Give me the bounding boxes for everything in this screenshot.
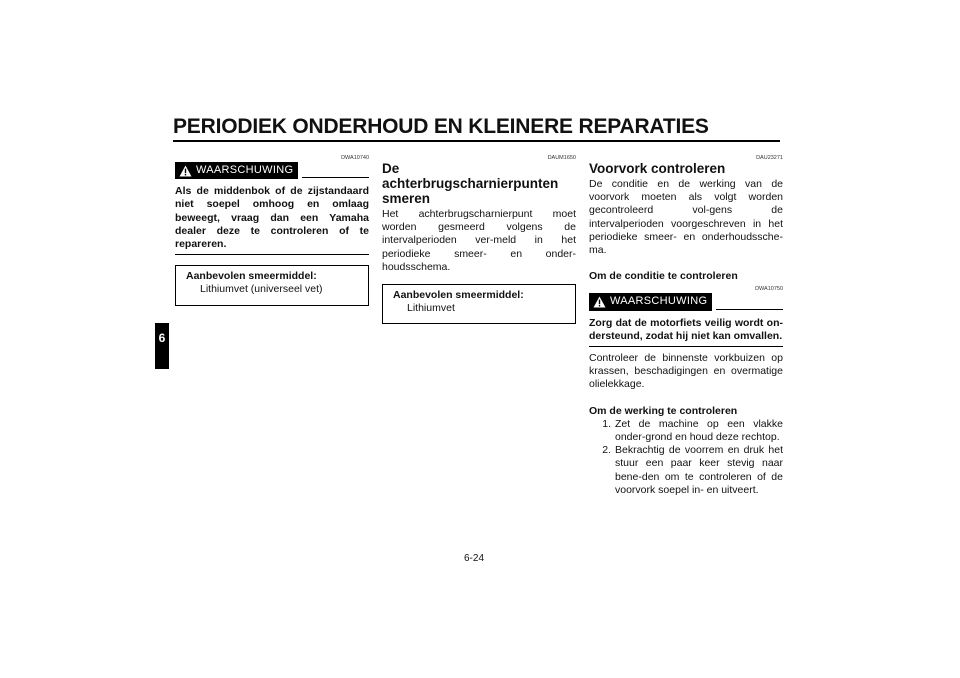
section-heading: Voorvork controleren	[589, 161, 726, 176]
subheading-condition: Om de conditie te controleren	[589, 270, 738, 283]
list-item	[589, 418, 783, 444]
steps-list	[589, 418, 783, 497]
warning-label: WAARSCHUWING	[196, 164, 294, 176]
step-number: 1.	[602, 417, 611, 430]
reference-code: DAU23271	[756, 155, 783, 161]
step-text: Bekrachtig de voorrem en druk het stuur een paar keer stevig naar bene-den om te controleren of de voorvork soepel in- en uitveert.	[615, 444, 783, 496]
box-heading: Aanbevolen smeermiddel:	[393, 289, 524, 302]
column-right	[589, 152, 783, 497]
warning-badge	[589, 293, 712, 310]
warning-triangle-icon	[179, 165, 192, 177]
section-text: Het achterbrugscharnierpunt moet worden gesmeerd volgens de intervalperioden ver-meld in het periodieke smeer- en onder-houdsschema.	[382, 208, 576, 273]
list-item	[589, 444, 783, 497]
box-body: Lithiumvet	[407, 302, 455, 315]
warning-header	[589, 293, 783, 310]
section-intro: De conditie en de werking van de voorvork moeten als volgt worden gecontroleerd vol-gens de intervalperioden voorgeschreven in het periodieke smeer- en onderhoudssche-ma.	[589, 178, 783, 257]
column-middle	[382, 152, 576, 324]
warning-label: WAARSCHUWING	[610, 295, 708, 308]
lubricant-box	[175, 265, 369, 305]
title-rule	[173, 140, 780, 142]
reference-code: DAUM1650	[547, 155, 576, 161]
warning-text: Als de middenbok of de zijstandaard niet soepel omhoog en omlaag beweegt, vraag dan een Yamaha dealer deze te controleren of te repareren.	[175, 185, 369, 255]
step-number: 2.	[602, 444, 611, 457]
warning-rule	[302, 163, 369, 178]
lubricant-box	[382, 284, 576, 324]
warning-text: Zorg dat de motorfiets veilig wordt on-dersteund, zodat hij niet kan omvallen.	[589, 317, 783, 347]
warning-header	[175, 162, 369, 179]
chapter-tab: 6	[155, 323, 169, 369]
warning-code: DWA10750	[755, 286, 783, 293]
reference-code: DWA10740	[341, 155, 369, 161]
step-text: Zet de machine op een vlakke onder-grond en houd deze rechtop.	[615, 417, 783, 444]
warning-badge	[175, 162, 298, 179]
page-number: 6-24	[464, 553, 485, 564]
column-left	[175, 152, 369, 306]
box-body: Lithiumvet (universeel vet)	[200, 283, 323, 296]
section-heading: De achterbrugscharnierpunten smeren	[382, 161, 559, 206]
warning-triangle-icon	[593, 296, 606, 308]
subheading-operation: Om de werking te controleren	[589, 404, 738, 417]
warning-rule	[716, 295, 783, 310]
box-heading: Aanbevolen smeermiddel:	[186, 270, 317, 283]
check-text: Controleer de binnenste vorkbuizen op krassen, beschadigingen en overmatige olielekkage.	[589, 352, 783, 391]
page-title: PERIODIEK ONDERHOUD EN KLEINERE REPARATIES	[173, 115, 709, 138]
